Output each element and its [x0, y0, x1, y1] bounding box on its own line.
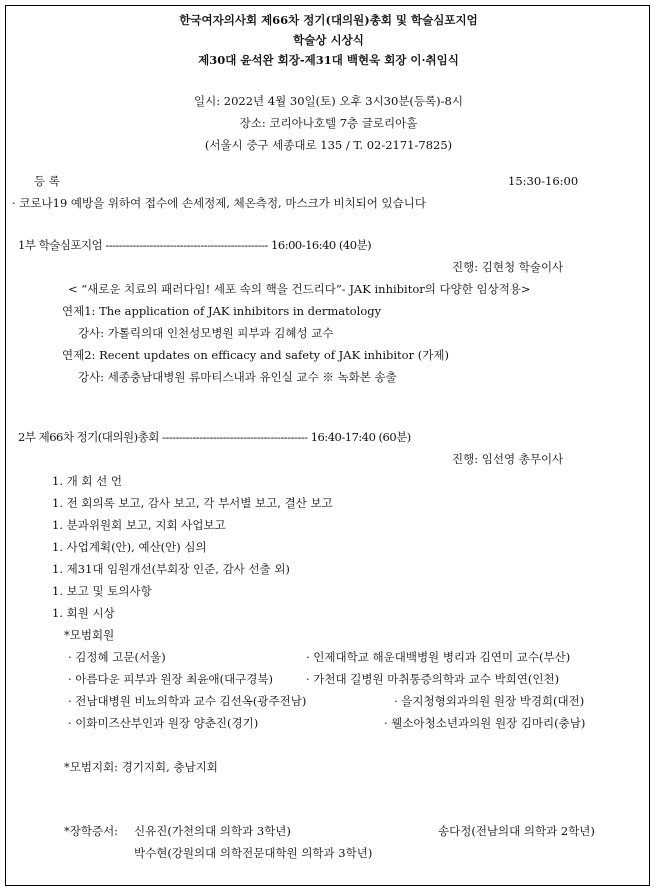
model-member-heading: *모범회원 [64, 628, 115, 642]
inauguration-title: 제30대 윤석완 회장-제31대 백현욱 회장 이·취임식 [198, 53, 459, 67]
award-member: · 인제대학교 해운대백병원 병리과 김연미 교수(부산) [306, 650, 571, 664]
agenda-item: 1. 분과위원회 보고, 지회 사업보고 [52, 518, 226, 532]
scholarship-recipient: 신유진(가천의대 의학과 3학년) [134, 824, 291, 838]
registration-time: 15:30-16:00 [508, 174, 579, 188]
award-member: · 아름다운 피부과 원장 최윤애(대구경북) [68, 672, 273, 686]
event-address: (서울시 중구 세종대로 135 / T. 02-2171-7825) [204, 138, 453, 152]
award-member: · 전남대병원 비뇨의학과 교수 김선옥(광주전남) [68, 694, 307, 708]
award-ceremony-title: 학술상 시상식 [293, 33, 364, 47]
part1-host: 진행: 김현청 학술이사 [452, 260, 564, 274]
award-member: · 이화미즈산부인과 원장 양춘진(경기) [68, 716, 259, 730]
part1-title: 1부 학술심포지엄 ------------------------------------------------ 16:00-16:40 (40분) [18, 238, 372, 252]
award-member: · 가천대 길병원 마취통증의학과 교수 박희연(인천) [306, 672, 560, 686]
registration-label: 등 록 [34, 174, 60, 188]
agenda-item: 1. 제31대 임원개선(부회장 인준, 감사 선출 외) [52, 562, 290, 576]
covid-notice: · 코로나19 예방을 위하여 접수에 손세정제, 체온측정, 마스크가 비치되어 있습니다 [12, 196, 426, 210]
lecture2-speaker: 강사: 세종충남대병원 류마티스내과 유인실 교수 ※ 녹화본 송출 [78, 370, 397, 384]
event-date: 일시: 2022년 4월 30일(토) 오후 3시30분(등록)-8시 [194, 94, 463, 108]
scholarship-recipient: 박수현(강원의대 의학전문대학원 의학과 3학년) [134, 846, 373, 860]
agenda-item: 1. 전 회의록 보고, 감사 보고, 각 부서별 보고, 결산 보고 [52, 496, 333, 510]
event-place: 장소: 코리아나호텔 7층 글로리아홀 [239, 116, 418, 130]
program-frame [5, 5, 650, 886]
award-member: · 웰소아청소년과의원 원장 김마리(충남) [384, 716, 586, 730]
award-member: · 김정혜 고문(서울) [68, 650, 166, 664]
scholarship-label: *장학증서: [64, 824, 119, 838]
event-title: 한국여자의사회 제66차 정기(대의원)총회 및 학술심포지엄 [179, 13, 478, 27]
agenda-item: 1. 개 회 선 언 [52, 474, 123, 488]
lecture1-title: 연제1: The application of JAK inhibitors in dermatology [62, 304, 382, 318]
scholarship-recipient: 송다정(전남의대 의학과 2학년) [438, 824, 595, 838]
agenda-item: 1. 보고 및 토의사항 [52, 584, 152, 598]
lecture1-speaker: 강사: 가톨릭의대 인천성모병원 피부과 김혜성 교수 [78, 326, 334, 340]
model-branch-award: *모범지회: 경기지회, 충남지회 [64, 760, 218, 774]
agenda-item: 1. 회원 시상 [52, 606, 115, 620]
agenda-item: 1. 사업계획(안), 예산(안) 심의 [52, 540, 207, 554]
part2-host: 진행: 임선영 총무이사 [452, 452, 564, 466]
award-member: · 을지청형외과의원 원장 박경희(대전) [394, 694, 585, 708]
lecture2-title: 연제2: Recent updates on efficacy and safety of JAK inhibitor (가제) [62, 348, 449, 362]
part2-title: 2부 제66차 정기(대의원)총회 ------------------------------------------- 16:40-17:40 (60분) [18, 430, 411, 444]
symposium-theme: < “새로운 치료의 패러다임! 세포 속의 핵을 건드리다”- JAK inhibitor의 다양한 임상적용> [68, 282, 531, 296]
